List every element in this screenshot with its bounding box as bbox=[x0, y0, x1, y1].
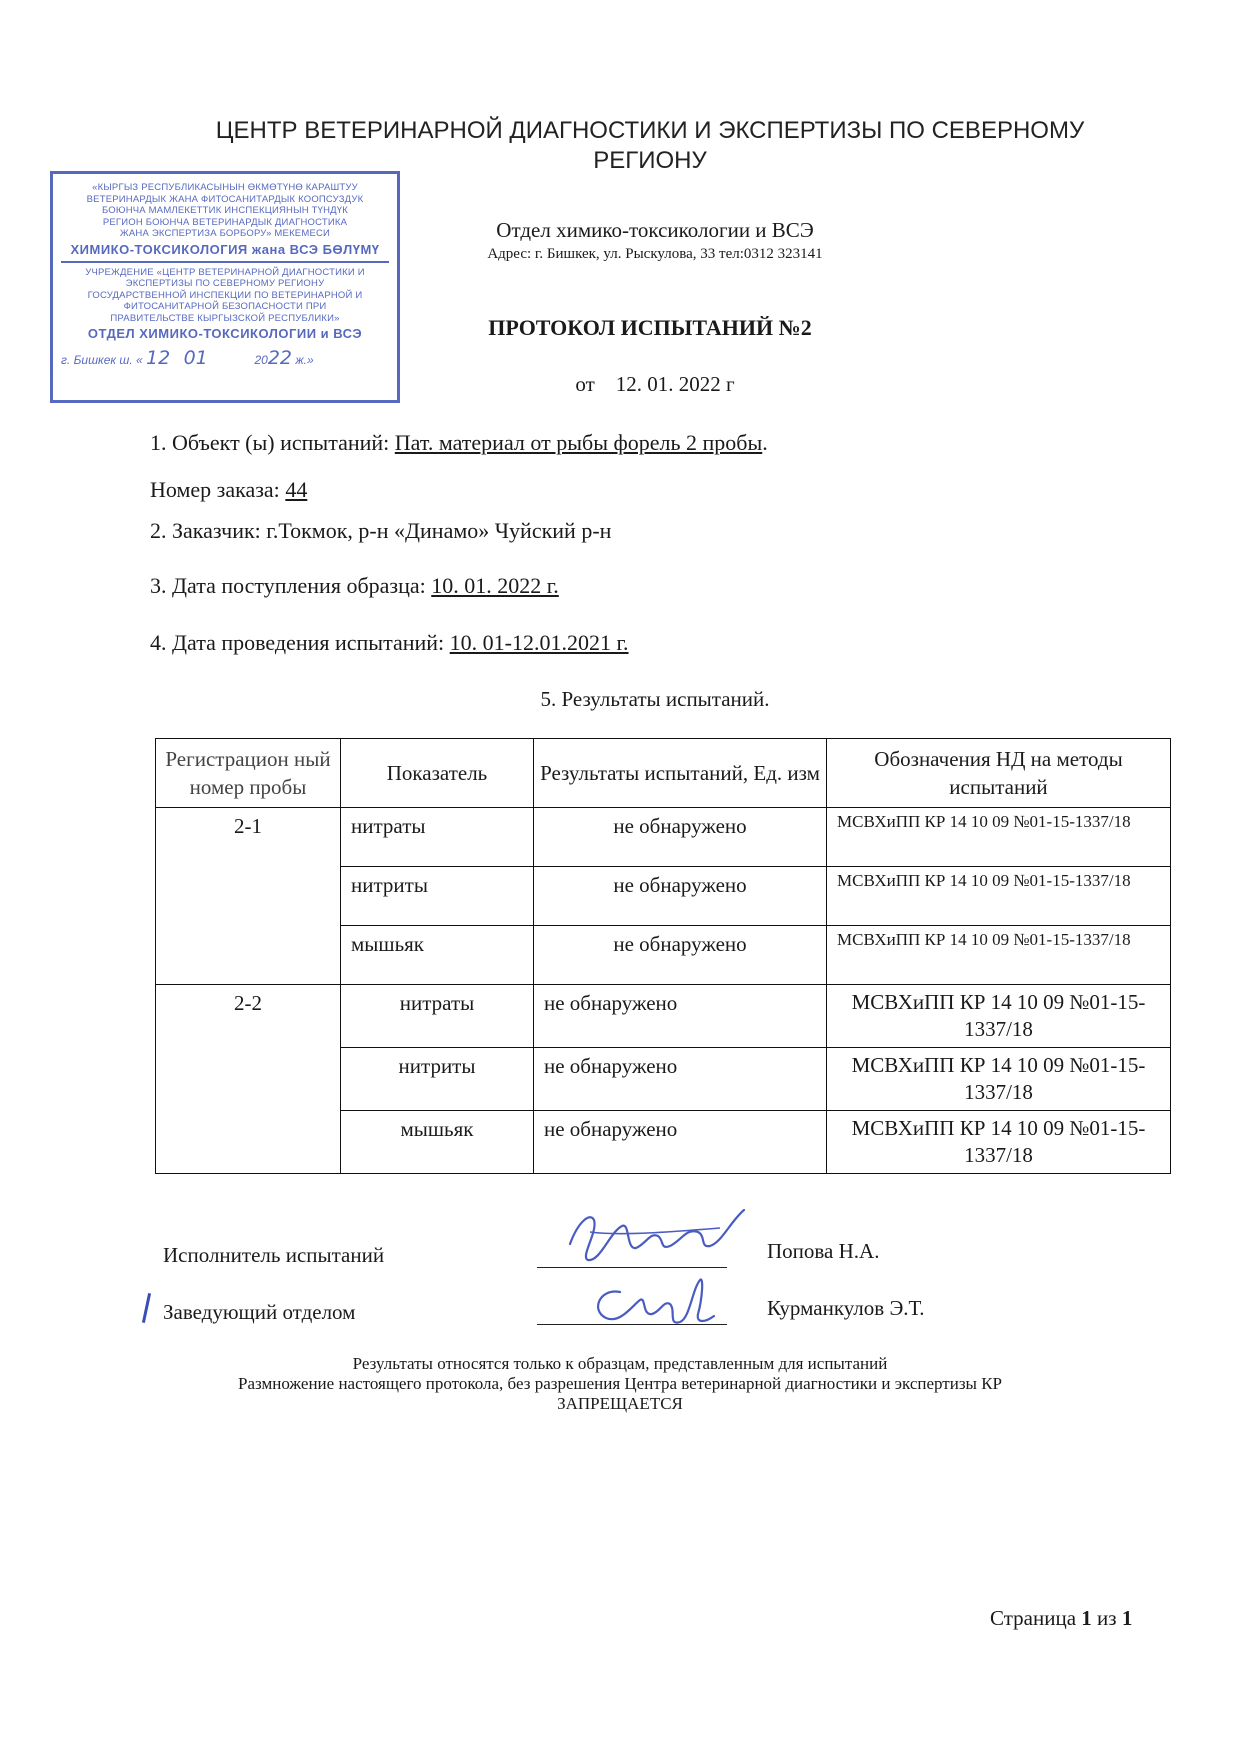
stamp-bottom-line: ФИТОСАНИТАРНОЙ БЕЗОПАСНОСТИ ПРИ bbox=[123, 301, 327, 312]
head-label: Заведующий отделом bbox=[163, 1300, 356, 1324]
result-cell: не обнаружено bbox=[534, 926, 827, 985]
stamp-date-day: 12 bbox=[146, 347, 171, 369]
protocol-date bbox=[430, 372, 880, 397]
indicator-cell: мышьяк bbox=[341, 926, 534, 985]
stamp-bottom-department: ОТДЕЛ ХИМИКО-ТОКСИКОЛОГИИ и ВСЭ bbox=[87, 326, 363, 341]
indicator-cell: нитриты bbox=[341, 867, 534, 926]
organization-name-line1: ЦЕНТР ВЕТЕРИНАРНОЙ ДИАГНОСТИКИ И ЭКСПЕРТИЗЫ ПО СЕВЕРНОМУ bbox=[215, 117, 1085, 144]
page-number-prefix: Страница bbox=[990, 1606, 1082, 1630]
stamp-bottom-line: ПРАВИТЕЛЬСТВЕ КЫРГЫЗСКОЙ РЕСПУБЛИКИ» bbox=[110, 312, 340, 324]
stamp-bottom-text bbox=[61, 267, 389, 325]
footer-notes bbox=[140, 1354, 1100, 1414]
result-cell: не обнаружено bbox=[534, 808, 827, 867]
header-method: Обозначения НД на методы испытаний bbox=[827, 739, 1171, 808]
field-object bbox=[150, 430, 768, 456]
result-cell: не обнаружено bbox=[534, 867, 827, 926]
stamp-date-suffix: ж.» bbox=[295, 353, 314, 367]
result-cell: не обнаружено bbox=[534, 1111, 827, 1174]
department-address: Адрес: г. Бишкек, ул. Рыскулова, 33 тел:0312 323141 bbox=[487, 246, 823, 262]
stamp-divider bbox=[61, 261, 389, 263]
footer-note-line: Размножение настоящего протокола, без разрешения Центра ветеринарной диагностики и экспертизы КР bbox=[237, 1374, 1003, 1393]
organization-name-line2: РЕГИОНУ bbox=[593, 147, 707, 174]
table-header-row bbox=[156, 739, 1171, 808]
stamp-top-department: ХИМИКО-ТОКСИКОЛОГИЯ жана ВСЭ БӨЛҮМҮ bbox=[70, 241, 380, 257]
executor-signature bbox=[560, 1202, 760, 1274]
protocol-date-prefix: от bbox=[575, 372, 595, 396]
field-object-end: . bbox=[762, 430, 768, 455]
table-row bbox=[156, 808, 1171, 867]
stamp-date-line bbox=[61, 347, 389, 369]
indicator-cell: нитраты bbox=[341, 985, 534, 1048]
page-number-current: 1 bbox=[1081, 1606, 1092, 1630]
stamp-top-line: БОЮНЧА МАМЛЕКЕТТИК ИНСПЕКЦИЯНЫН ТҮНДҮК bbox=[101, 205, 349, 216]
field-tested bbox=[150, 630, 629, 656]
header-indicator: Показатель bbox=[341, 739, 534, 808]
field-received-label: 3. Дата поступления образца: bbox=[150, 573, 432, 598]
protocol-date-value: 12. 01. 2022 г bbox=[615, 372, 735, 396]
result-cell: не обнаружено bbox=[534, 985, 827, 1048]
head-name: Курманкулов Э.Т. bbox=[767, 1296, 925, 1320]
stamp-bottom-line: ЭКСПЕРТИЗЫ ПО СЕВЕРНОМУ РЕГИОНУ bbox=[125, 278, 325, 289]
method-cell: МСВХиПП КР 14 10 09 №01-15-1337/18 bbox=[827, 926, 1171, 985]
page-number-middle: из bbox=[1091, 1606, 1122, 1630]
results-table bbox=[155, 738, 1171, 1174]
result-cell: не обнаружено bbox=[534, 1048, 827, 1111]
method-cell: МСВХиПП КР 14 10 09 №01-15-1337/18 bbox=[827, 1048, 1171, 1111]
footer-note-line: ЗАПРЕЩАЕТСЯ bbox=[557, 1394, 683, 1413]
sample-number: 2-1 bbox=[156, 808, 341, 985]
footer-note-line: Результаты относятся только к образцам, представленным для испытаний bbox=[352, 1354, 888, 1373]
page-number-total: 1 bbox=[1121, 1606, 1133, 1630]
stamp-date-year: 22 bbox=[267, 347, 293, 369]
results-heading: 5. Результаты испытаний. bbox=[540, 687, 770, 711]
stamp-bottom-line: ГОСУДАРСТВЕННОЙ ИНСПЕКЦИИ ПО ВЕТЕРИНАРНОЙ И bbox=[87, 289, 363, 301]
sample-number: 2-2 bbox=[156, 985, 341, 1174]
method-cell: МСВХиПП КР 14 10 09 №01-15-1337/18 bbox=[827, 867, 1171, 926]
margin-mark bbox=[142, 1293, 151, 1323]
method-cell: МСВХиПП КР 14 10 09 №01-15-1337/18 bbox=[827, 808, 1171, 867]
head-signature bbox=[580, 1270, 730, 1340]
department-name: Отдел химико-токсикологии и ВСЭ bbox=[496, 218, 814, 242]
stamp-top-text bbox=[61, 182, 389, 240]
stamp-date-year-prefix: 20 bbox=[254, 353, 268, 367]
page-number bbox=[990, 1606, 1132, 1631]
field-order-value: 44 bbox=[285, 477, 308, 502]
table-row bbox=[156, 985, 1171, 1048]
field-received bbox=[150, 573, 559, 599]
indicator-cell: нитриты bbox=[341, 1048, 534, 1111]
stamp-top-line: ВЕТЕРИНАРДЫК ЖАНА ФИТОСАНИТАРДЫК КООПСУЗДУК bbox=[86, 193, 364, 205]
header-sample-number: Регистрацион ный номер пробы bbox=[156, 739, 341, 808]
field-customer-value: г.Токмок, р-н «Динамо» Чуйский р-н bbox=[266, 518, 612, 543]
stamp-top-line: «КЫРГЫЗ РЕСПУБЛИКАСЫНЫН ӨКМӨТҮНӨ КАРАШТУУ bbox=[92, 182, 358, 193]
field-tested-label: 4. Дата проведения испытаний: bbox=[150, 630, 450, 655]
indicator-cell: нитраты bbox=[341, 808, 534, 867]
field-customer-label: 2. Заказчик: bbox=[150, 518, 267, 543]
executor-label: Исполнитель испытаний bbox=[163, 1243, 385, 1267]
stamp-top-line: РЕГИОН БОЮНЧА ВЕТЕРИНАРДЫК ДИАГНОСТИКА bbox=[102, 216, 348, 228]
stamp-date-prefix: г. Бишкек ш. « bbox=[61, 353, 143, 367]
stamp-bottom-line: УЧРЕЖДЕНИЕ «ЦЕНТР ВЕТЕРИНАРНОЙ ДИАГНОСТИКИ И bbox=[85, 266, 365, 278]
field-received-value: 10. 01. 2022 г. bbox=[431, 573, 559, 598]
field-object-value: Пат. материал от рыбы форель 2 пробы bbox=[394, 430, 763, 455]
field-tested-value: 10. 01-12.01.2021 г. bbox=[449, 630, 629, 655]
executor-name: Попова Н.А. bbox=[767, 1239, 880, 1263]
field-object-label: 1. Объект (ы) испытаний: bbox=[150, 430, 395, 455]
stamp-top-line: ЖАНА ЭКСПЕРТИЗА БОРБОРУ» МЕКЕМЕСИ bbox=[119, 228, 331, 239]
field-customer bbox=[150, 518, 611, 544]
field-order bbox=[150, 477, 307, 503]
field-order-label: Номер заказа: bbox=[150, 477, 286, 502]
official-stamp bbox=[50, 171, 400, 403]
method-cell: МСВХиПП КР 14 10 09 №01-15-1337/18 bbox=[827, 985, 1171, 1048]
indicator-cell: мышьяк bbox=[341, 1111, 534, 1174]
organization-name bbox=[180, 116, 1120, 176]
header-result: Результаты испытаний, Ед. изм bbox=[534, 739, 827, 808]
protocol-title: ПРОТОКОЛ ИСПЫТАНИЙ №2 bbox=[488, 315, 812, 340]
method-cell: МСВХиПП КР 14 10 09 №01-15-1337/18 bbox=[827, 1111, 1171, 1174]
stamp-date-month: 01 bbox=[183, 347, 208, 369]
